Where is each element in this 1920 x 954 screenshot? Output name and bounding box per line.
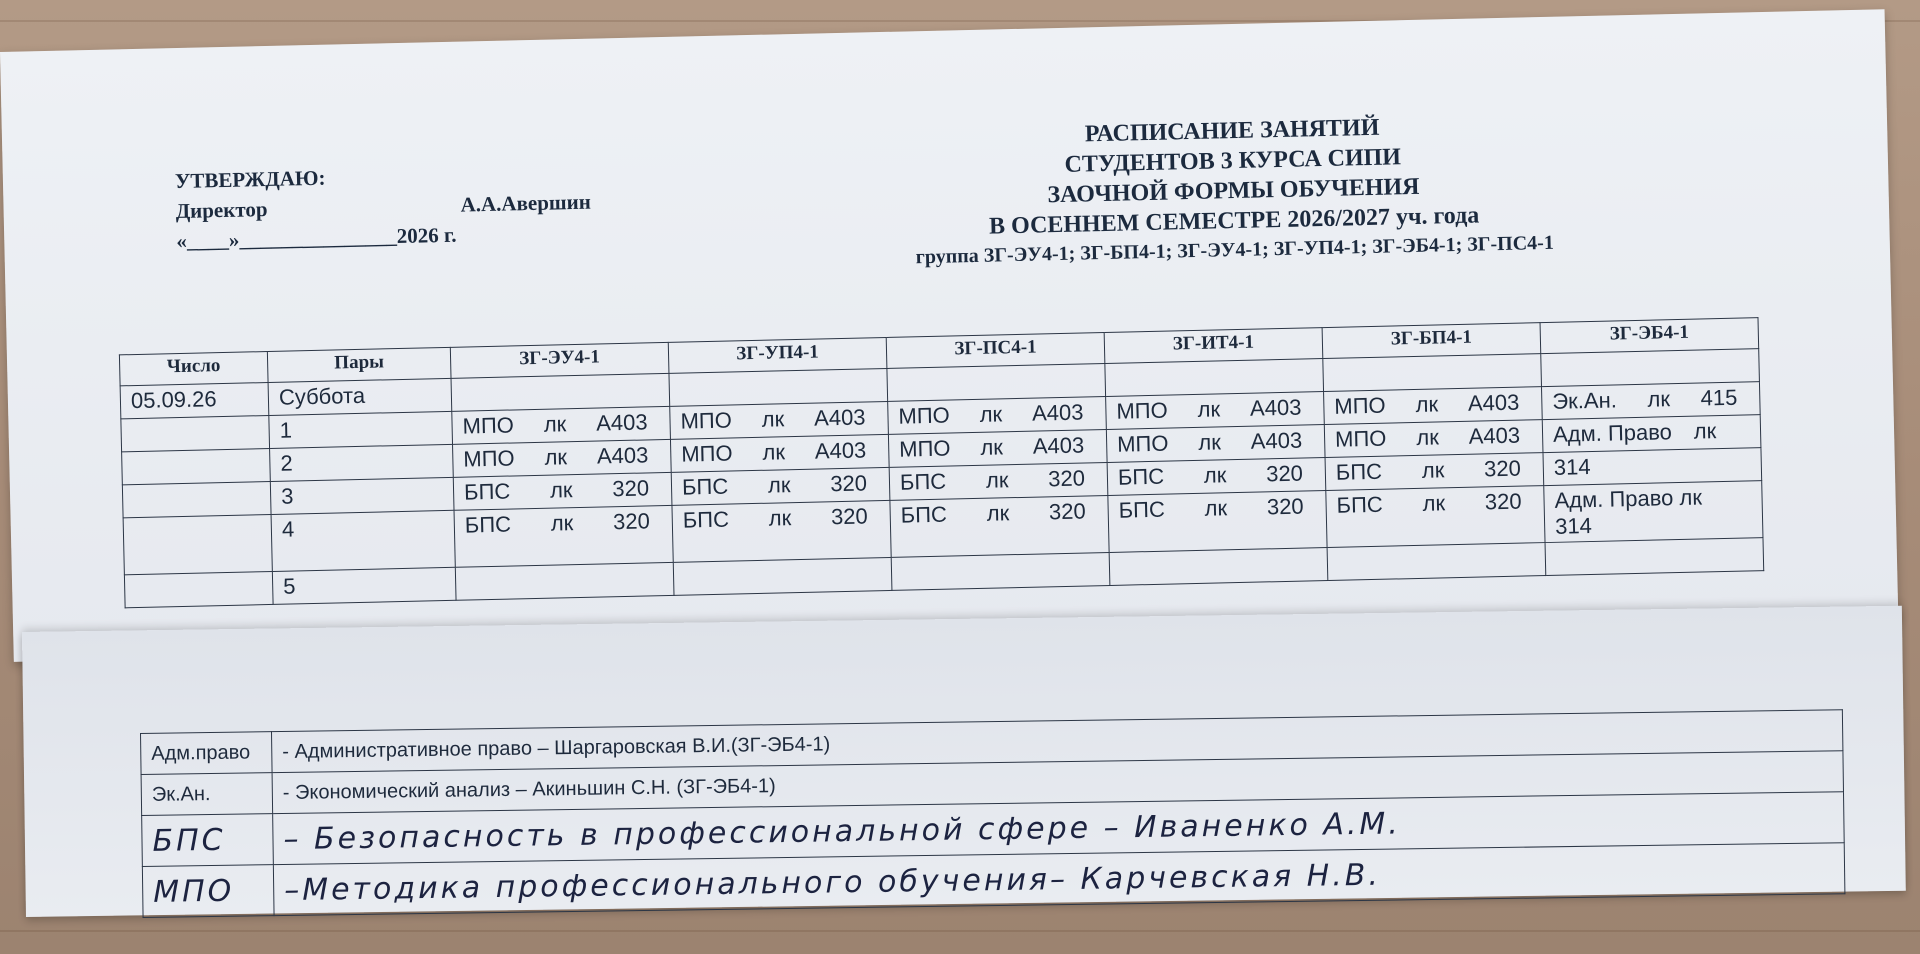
lesson-cell xyxy=(1106,425,1325,463)
lesson-type-text xyxy=(1720,484,1721,510)
header-group: ЗГ-ЭБ4-1 xyxy=(1540,318,1759,354)
room-text: 320 xyxy=(1266,493,1304,520)
subject-text: МПО xyxy=(1116,397,1168,424)
subject-text: МПО xyxy=(680,407,733,434)
lesson-cell xyxy=(889,462,1108,500)
subject-text: БПС xyxy=(681,473,729,500)
lesson-type-text: лк xyxy=(1204,495,1228,521)
lesson-type-text: лк xyxy=(761,406,785,432)
legend-abbreviation: Адм.право xyxy=(141,732,273,775)
room-text: А403 xyxy=(1032,432,1085,459)
lesson-cell xyxy=(1541,382,1760,420)
subject-text: БПС xyxy=(1117,463,1165,490)
lesson-cell xyxy=(1108,491,1327,553)
subject-text: БПС xyxy=(1336,491,1384,518)
legend-table xyxy=(140,709,1845,918)
room-text xyxy=(1738,418,1739,444)
legend-description: – Безопасность в профессиональной сфере – Иваненко А.М. xyxy=(273,792,1845,865)
room-text: 314 xyxy=(1554,513,1593,539)
subject-text: БПС xyxy=(1118,496,1166,523)
lesson-type-text: лк xyxy=(1198,429,1222,455)
approval-heading: УТВЕРЖДАЮ: xyxy=(174,165,326,194)
lesson-type-text: лк xyxy=(549,477,573,503)
lesson-type-text: лк xyxy=(986,500,1010,526)
lesson-type-text: лк xyxy=(1415,391,1439,417)
group-list: группа ЗГ-ЭУ4-1; ЗГ-БП4-1; ЗГ-ЭУ4-1; ЗГ-УП4-1; ЗГ-ЭБ4-1; ЗГ-ПС4-1 xyxy=(915,231,1555,269)
date-cell: 05.09.26 xyxy=(120,383,269,419)
header-pairs: Пары xyxy=(267,347,451,382)
lesson-cell xyxy=(888,429,1107,467)
lesson-type-text: лк xyxy=(1422,490,1446,516)
lesson-cell xyxy=(673,557,892,595)
lesson-cell xyxy=(455,562,674,600)
pair-number-cell: 2 xyxy=(270,444,454,481)
room-text: А403 xyxy=(1467,389,1520,416)
room-text: 320 xyxy=(1048,498,1086,525)
legend-description: - Экономический анализ – Акиньшин С.Н. (ЗГ-ЭБ4-1) xyxy=(272,751,1843,814)
subject-text: 314 xyxy=(1553,454,1591,480)
pair-number-cell: 5 xyxy=(272,567,456,604)
title-line-2: СТУДЕНТОВ 3 КУРСА СИПИ xyxy=(1064,144,1402,178)
lesson-cell xyxy=(1326,486,1545,548)
subject-text: Адм. Право xyxy=(1552,419,1673,447)
approval-date-line: «____»_______________2026 г. xyxy=(176,222,457,254)
lesson-cell xyxy=(1324,420,1543,458)
subject-text: МПО xyxy=(1116,430,1169,457)
room-text xyxy=(1739,484,1740,510)
legend-description: - Административное право – Шаргаровская В.И.(ЗГ-ЭБ4-1) xyxy=(271,710,1842,773)
lesson-type-text: лк xyxy=(1647,386,1671,412)
title-line-4: В ОСЕННЕМ СЕМЕСТРЕ 2026/2027 уч. года xyxy=(988,202,1480,240)
schedule-table xyxy=(119,317,1764,608)
room-text: 320 xyxy=(1484,488,1522,515)
lesson-type-text: лк xyxy=(1416,424,1440,450)
room-text: 320 xyxy=(829,470,868,497)
subject-text: БПС xyxy=(899,468,947,495)
room-text: А403 xyxy=(1249,394,1302,421)
lesson-cell xyxy=(1106,392,1325,430)
header-group: ЗГ-ЭУ4-1 xyxy=(450,342,669,378)
pair-number-cell: 4 xyxy=(271,510,455,571)
lesson-type-text: лк xyxy=(768,505,792,531)
lesson-cell xyxy=(1542,415,1761,453)
lesson-cell xyxy=(672,500,891,562)
lesson-cell xyxy=(1324,387,1543,425)
room-text: 320 xyxy=(830,503,869,530)
subject-text: БПС xyxy=(682,506,730,533)
lesson-cell xyxy=(1544,481,1763,543)
subject-text: БПС xyxy=(464,511,512,538)
lesson-type-text: лк xyxy=(985,467,1009,493)
lesson-type-text: лк xyxy=(980,434,1004,460)
lesson-type-text: лк xyxy=(1203,462,1227,488)
room-text: 415 xyxy=(1700,384,1738,411)
header-date: Число xyxy=(119,352,268,386)
lesson-cell xyxy=(1325,453,1544,491)
subject-text: БПС xyxy=(900,501,948,528)
room-text: А403 xyxy=(1250,427,1303,454)
room-text: 320 xyxy=(1047,465,1086,492)
room-text: 320 xyxy=(612,508,651,535)
header-group: ЗГ-УП4-1 xyxy=(668,337,887,373)
lesson-type-text: лк xyxy=(543,411,567,437)
lesson-type-text: лк xyxy=(767,472,791,498)
lesson-type-text: лк xyxy=(550,510,574,536)
lesson-type-text: лк xyxy=(979,401,1003,427)
title-line-3: ЗАОЧНОЙ ФОРМЫ ОБУЧЕНИЯ xyxy=(1047,173,1420,209)
lesson-type-text: лк xyxy=(1421,457,1445,483)
room-text: 320 xyxy=(1483,455,1522,482)
subject-text: Эк.Ан. xyxy=(1552,387,1618,414)
subject-text: МПО xyxy=(898,435,951,462)
lesson-type-text: лк xyxy=(1693,418,1717,444)
legend-abbreviation: МПО xyxy=(142,865,274,918)
subject-text: БПС xyxy=(1335,458,1383,485)
approval-name: А.А.Авершин xyxy=(460,189,592,217)
lesson-type-text xyxy=(1664,452,1665,478)
subject-text: МПО xyxy=(463,445,515,472)
day-cell: Суббота xyxy=(268,378,452,415)
room-text xyxy=(1738,451,1739,477)
room-text: 320 xyxy=(1265,460,1304,487)
lesson-type-text: лк xyxy=(544,444,568,470)
document-title xyxy=(852,107,1615,272)
lesson-cell xyxy=(670,434,889,472)
room-text: А403 xyxy=(814,437,867,464)
subject-text: БПС xyxy=(463,478,511,505)
room-text: А403 xyxy=(813,404,866,431)
pair-number-cell: 3 xyxy=(270,477,454,514)
lesson-cell xyxy=(1545,538,1764,576)
lesson-cell xyxy=(1327,543,1546,581)
room-text: А403 xyxy=(595,409,648,436)
lesson-cell xyxy=(890,495,1109,557)
legend-abbreviation: БПС xyxy=(142,814,274,867)
room-text: 320 xyxy=(612,475,650,502)
lesson-cell xyxy=(453,472,672,510)
header-group: ЗГ-ПС4-1 xyxy=(886,333,1105,369)
lesson-cell xyxy=(453,439,672,477)
subject-text: МПО xyxy=(681,440,733,467)
approval-position: Директор xyxy=(175,196,268,224)
subject-text: Адм. Право лк xyxy=(1554,484,1703,513)
lesson-cell xyxy=(1543,448,1762,486)
header-group: ЗГ-ИТ4-1 xyxy=(1104,328,1323,364)
room-text: А403 xyxy=(1468,422,1521,449)
room-text: А403 xyxy=(1031,399,1084,426)
lesson-cell xyxy=(452,406,671,444)
subject-text: МПО xyxy=(462,412,515,439)
lesson-cell xyxy=(891,552,1110,590)
lesson-cell xyxy=(454,505,673,567)
lesson-type-text: лк xyxy=(762,439,786,465)
pair-number-cell: 1 xyxy=(269,411,453,448)
subject-text: МПО xyxy=(898,402,951,429)
subject-text: МПО xyxy=(1334,425,1387,452)
subject-text: МПО xyxy=(1334,392,1386,419)
lesson-cell xyxy=(671,467,890,505)
legend-description: –Методика профессионального обучения– Карчевская Н.В. xyxy=(273,843,1845,916)
header-group: ЗГ-БП4-1 xyxy=(1322,323,1541,359)
lesson-cell xyxy=(670,401,889,439)
lesson-cell xyxy=(1107,458,1326,496)
lesson-cell xyxy=(1109,548,1328,586)
room-text: А403 xyxy=(596,442,649,469)
lesson-cell xyxy=(888,397,1107,435)
lesson-type-text: лк xyxy=(1197,396,1221,422)
title-line-1: РАСПИСАНИЕ ЗАНЯТИЙ xyxy=(1084,114,1380,148)
approval-block xyxy=(175,157,592,256)
legend-abbreviation: Эк.Ан. xyxy=(141,773,273,816)
schedule-sheet xyxy=(0,9,1898,662)
